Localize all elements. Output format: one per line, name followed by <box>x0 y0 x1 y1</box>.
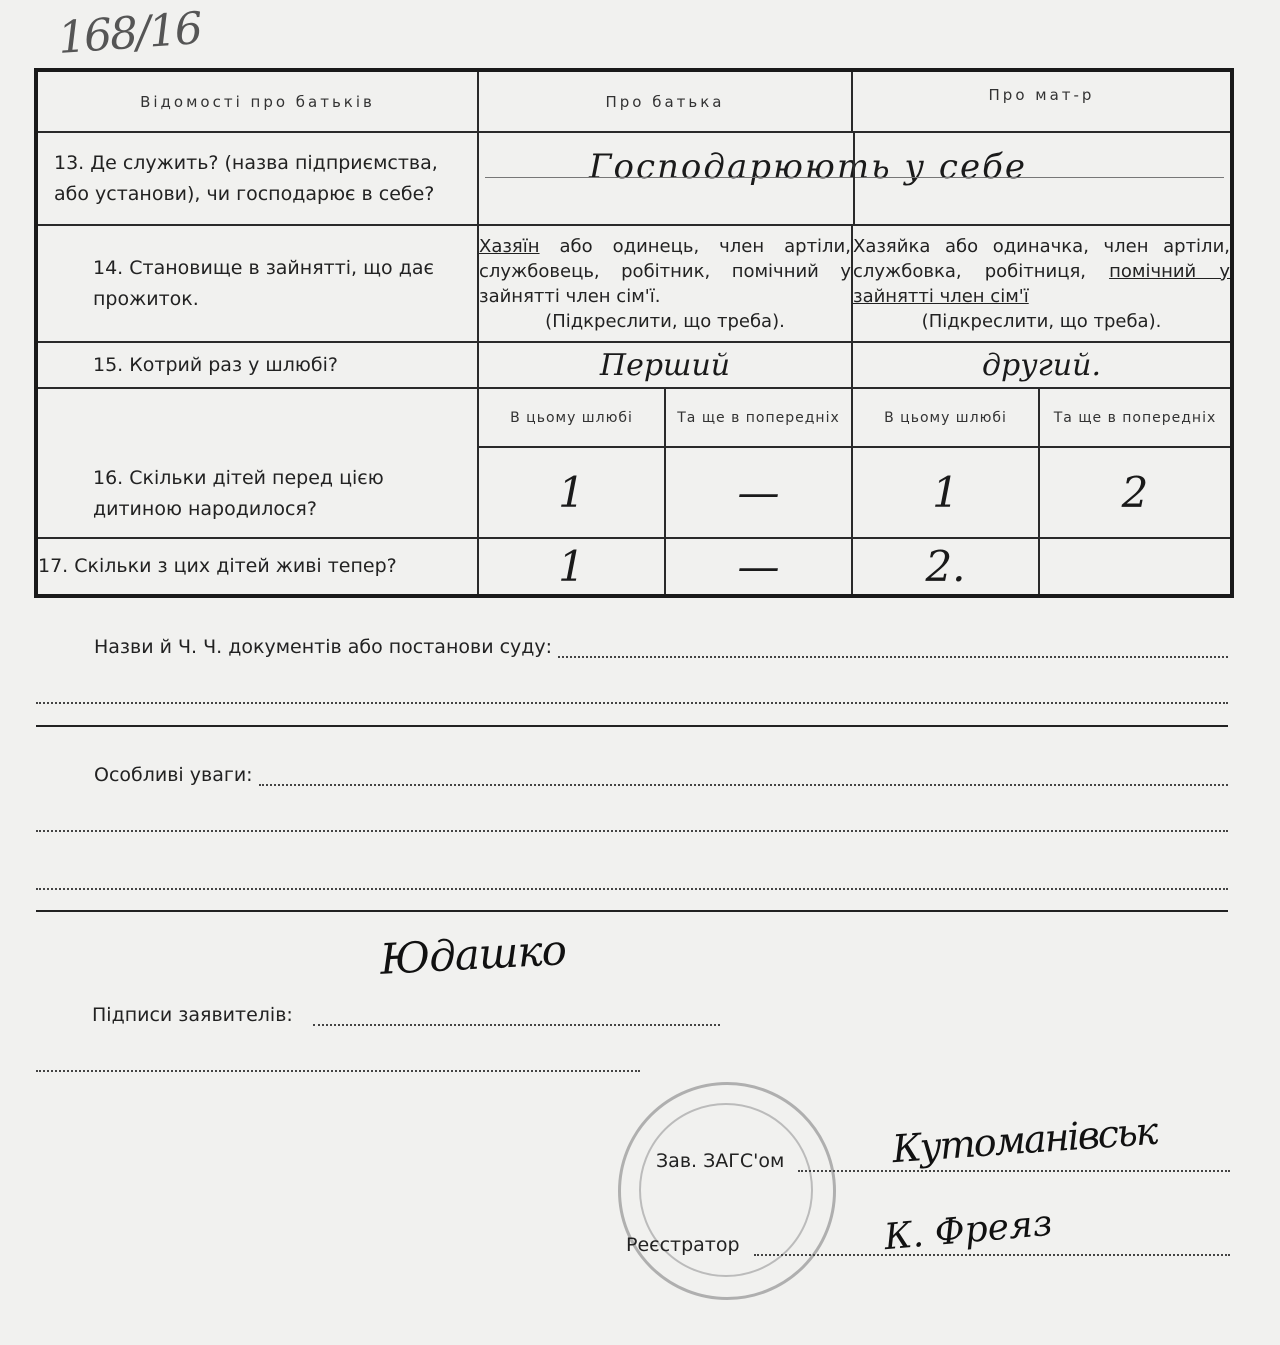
remarks-line-2 <box>36 830 1228 832</box>
documents-label: Назви й Ч. Ч. документів або постанови суду: <box>94 636 553 658</box>
answer-13-father-handwritten: Господарюють у себе <box>589 147 1027 188</box>
answer-17-mother-prev <box>1039 538 1232 596</box>
answer-13-cell <box>478 132 1232 225</box>
signatures-field[interactable] <box>92 1004 720 1026</box>
answer-17-father-this: 1 <box>478 538 665 596</box>
head-label: Зав. ЗАГС'ом <box>656 1150 785 1172</box>
official-stamp <box>618 1082 836 1300</box>
documents-field[interactable] <box>94 636 1228 658</box>
answer-16-father-prev: — <box>665 447 852 538</box>
answer-15-father-handwritten: Перший <box>478 342 852 388</box>
corner-record-number: 168/16 <box>56 3 203 64</box>
applicant-signature: Юдашко <box>378 925 568 984</box>
documents-line-2 <box>36 702 1228 704</box>
section-divider-1 <box>36 725 1228 727</box>
registrar-signature: К. Фреяз <box>882 1202 1054 1259</box>
answer-14-mother-text: Хазяйка або одиначка, член артіли, службовка, робітниця, <box>853 235 1230 282</box>
registrar-label: Реєстратор <box>626 1234 740 1256</box>
subheader-mother-previous: Та ще в попередніх <box>1039 388 1232 446</box>
header-parents-info: Відомості про батьків <box>36 70 478 132</box>
remarks-label: Особливі уваги: <box>94 764 253 786</box>
answer-17-mother-this: 2. <box>852 538 1039 596</box>
head-signature: Кутоманівськ <box>890 1108 1158 1172</box>
subheader-father-previous: Та ще в попередніх <box>665 388 852 446</box>
answer-14-father-underlined: Хазяїн <box>479 235 540 257</box>
subheader-mother-this-marriage: В цьому шлюбі <box>852 388 1039 446</box>
section-divider-2 <box>36 910 1228 912</box>
answer-14-mother-underlined: помічний у зайнятті член сім'ї <box>853 260 1230 307</box>
signatures-label: Підписи заявителів: <box>92 1004 293 1026</box>
remarks-field[interactable] <box>94 764 1228 786</box>
answer-14-father-options <box>478 225 852 342</box>
question-17-label: 17. Скільки з цих дітей живі тепер? <box>36 538 478 596</box>
parents-info-table <box>34 68 1234 598</box>
answer-14-father-note: (Підкреслити, що треба). <box>545 310 785 332</box>
question-13-label: 13. Де служить? (назва підприємства, або установи), чи господарює в себе? <box>36 132 478 225</box>
header-about-father: Про батька <box>478 70 852 132</box>
answer-16-mother-prev: 2 <box>1039 447 1232 538</box>
signatures-line-2 <box>36 1070 640 1072</box>
answer-17-father-prev: — <box>665 538 852 596</box>
answer-14-mother-note: (Підкреслити, що треба). <box>921 310 1162 332</box>
answer-14-father-text: або одинець, член артіли, службовець, робітник, помічний у зайнятті член сім'ї. <box>479 235 851 307</box>
question-15-label: 15. Котрий раз у шлюбі? <box>36 342 478 388</box>
answer-16-mother-this: 1 <box>852 447 1039 538</box>
question-14-label: 14. Становище в зайнятті, що дає прожиток. <box>36 225 478 342</box>
question-16-label: 16. Скільки дітей перед цією дитиною народилося? <box>36 388 478 537</box>
answer-16-father-this: 1 <box>478 447 665 538</box>
answer-15-mother-handwritten: другий. <box>852 342 1232 388</box>
subheader-father-this-marriage: В цьому шлюбі <box>478 388 665 446</box>
answer-14-mother-options <box>852 225 1232 342</box>
header-about-mother: Про мат-р <box>852 70 1232 132</box>
remarks-line-3 <box>36 888 1228 890</box>
